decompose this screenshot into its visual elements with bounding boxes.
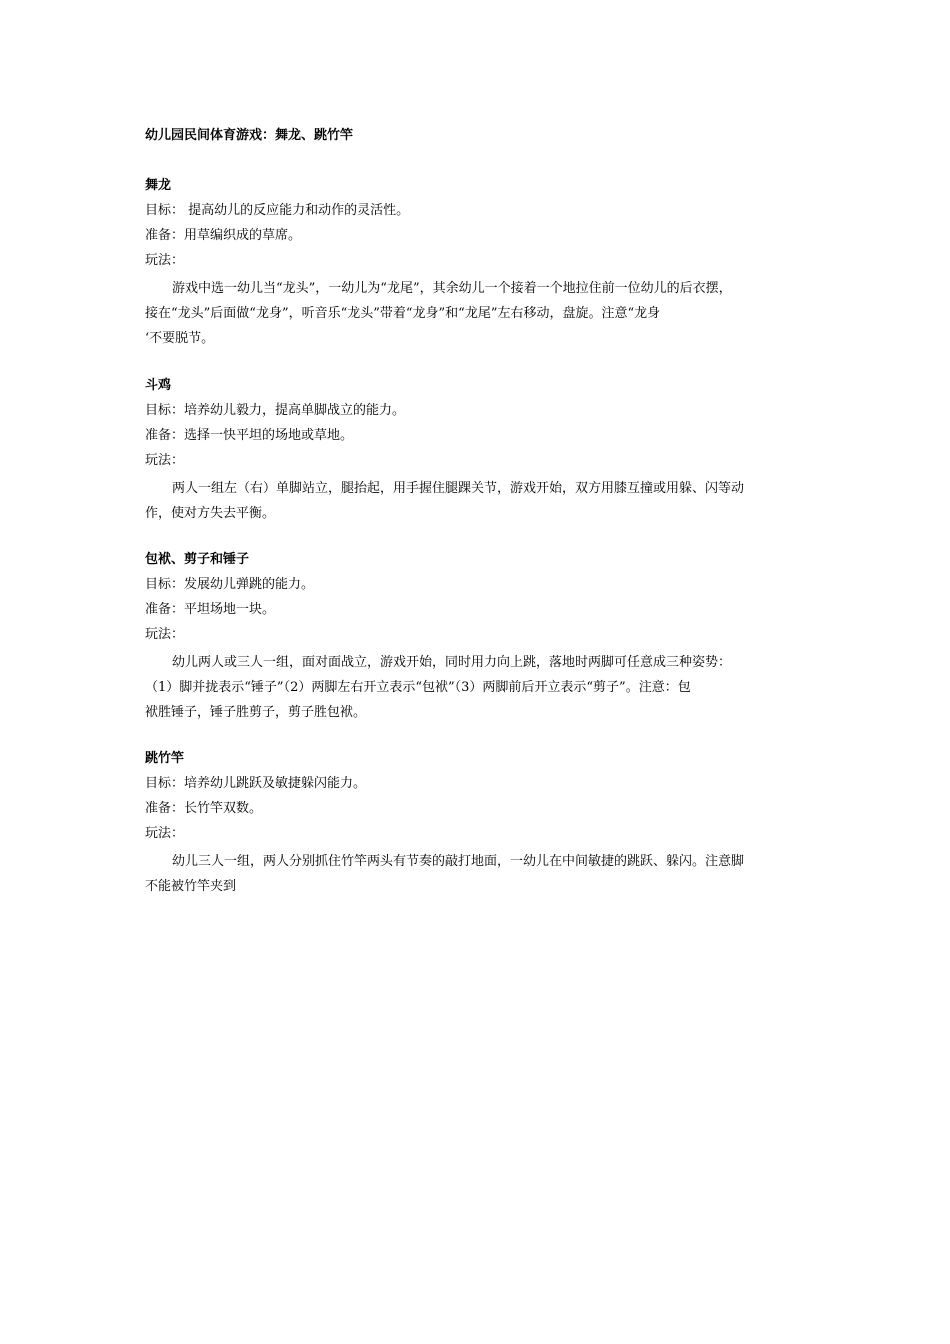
section-rooster-fight	[145, 376, 810, 526]
play-paragraph	[145, 849, 810, 899]
goal-line: 目标：培养幼儿跳跃及敏捷躲闪能力。	[145, 776, 367, 791]
play-label: 玩法：	[145, 253, 185, 268]
play-line: 不能被竹竿夹到	[145, 879, 237, 894]
section-bamboo-dance	[145, 749, 810, 899]
section-heading: 包袱、剪子和锤子	[145, 552, 250, 567]
section-rock-paper-scissors	[145, 550, 810, 725]
goal-line: 目标：发展幼儿弹跳的能力。	[145, 577, 315, 592]
section-heading: 跳竹竿	[145, 751, 185, 766]
play-line: ‘不要脱节。	[145, 331, 215, 346]
section-dragon-dance	[145, 176, 810, 351]
play-line: 接在“龙头”后面做“龙身”，听音乐“龙头”带着“龙身”和“龙尾”左右移动，盘旋。注意“龙身	[145, 306, 661, 321]
play-paragraph	[145, 650, 810, 725]
play-line: 作，使对方失去平衡。	[145, 506, 276, 521]
play-label: 玩法：	[145, 627, 185, 642]
prep-line: 准备：长竹竿双数。	[145, 801, 263, 816]
section-heading: 斗鸡	[145, 378, 172, 393]
prep-line: 准备：选择一快平坦的场地或草地。	[145, 428, 354, 443]
play-line: 游戏中选一幼儿当“龙头”，一幼儿为“龙尾”，其余幼儿一个接着一个地拉住前一位幼儿的后衣摆，	[172, 281, 732, 296]
section-heading: 舞龙	[145, 178, 172, 193]
prep-line: 准备：用草编织成的草席。	[145, 228, 302, 243]
prep-line: 准备：平坦场地一块。	[145, 602, 276, 617]
play-label: 玩法：	[145, 453, 185, 468]
play-line: 两人一组左（右）单脚站立，腿抬起，用手握住腿踝关节，游戏开始，双方用膝互撞或用躲、闪等动	[172, 481, 745, 496]
play-line: （1）脚并拢表示“锤子”（2）两脚左右开立表示“包袱”（3）两脚前后开立表示“剪子”。注意：包	[145, 680, 691, 695]
play-line: 幼儿三人一组，两人分别抓住竹竿两头有节奏的敲打地面，一幼儿在中间敏捷的跳跃、躲闪。注意脚	[172, 854, 745, 869]
play-line: 袱胜锤子，锤子胜剪子，剪子胜包袱。	[145, 705, 367, 720]
play-paragraph	[145, 276, 810, 351]
play-paragraph	[145, 476, 810, 526]
play-label: 玩法：	[145, 826, 185, 841]
play-line: 幼儿两人或三人一组，面对面战立，游戏开始，同时用力向上跳，落地时两脚可任意成三种姿势：	[172, 655, 732, 670]
document-title: 幼儿园民间体育游戏：舞龙、跳竹竿	[145, 128, 354, 143]
goal-line: 目标： 提高幼儿的反应能力和动作的灵活性。	[145, 203, 410, 218]
goal-line: 目标：培养幼儿毅力，提高单脚战立的能力。	[145, 403, 406, 418]
